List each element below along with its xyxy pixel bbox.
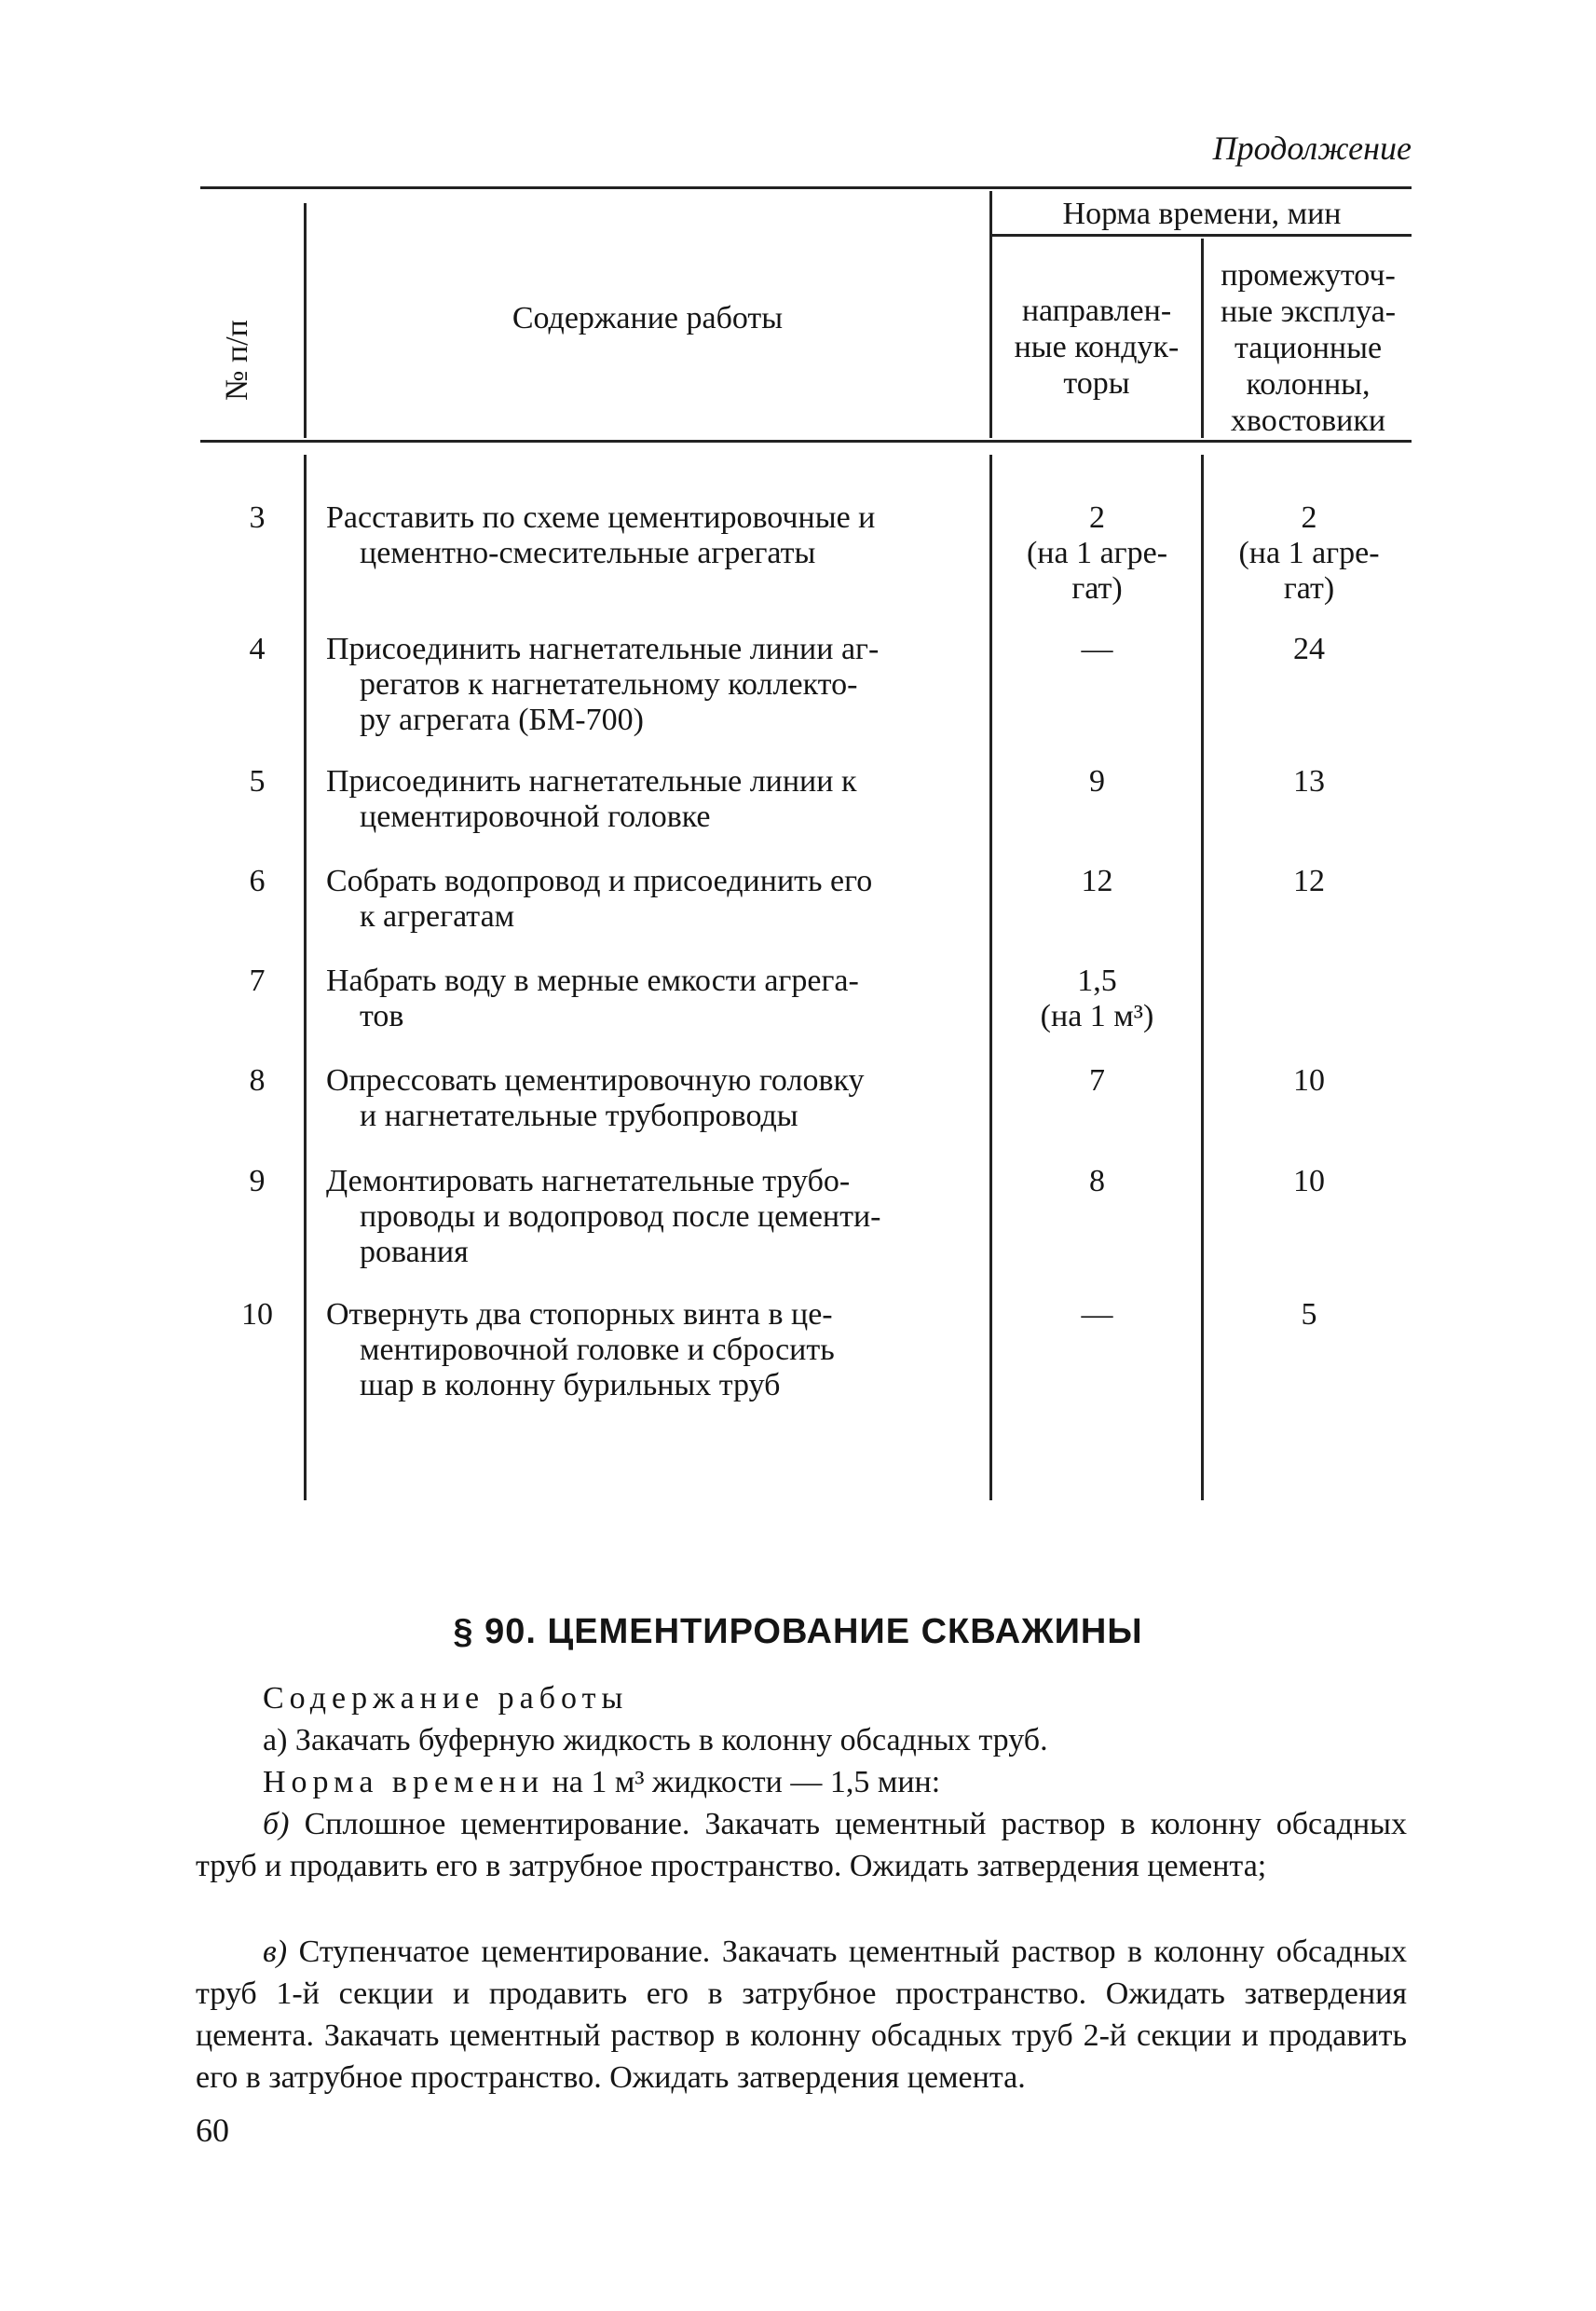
intermediate-value	[1209, 764, 1409, 800]
row-description	[326, 764, 980, 835]
desc-line: Присоединить нагнетательные линии аг-	[326, 632, 880, 666]
item-c-marker: в)	[263, 1935, 288, 1969]
row-description	[326, 1063, 980, 1134]
value-line: 5	[1301, 1297, 1317, 1332]
desc-line: ру агрегата (БМ-700)	[360, 703, 644, 737]
desc-line: Набрать воду в мерные емкости агрега-	[326, 964, 859, 998]
row-description	[326, 864, 980, 935]
directional-value	[997, 1297, 1197, 1333]
directional-value	[997, 1164, 1197, 1199]
norm-paragraph	[196, 1761, 1407, 1803]
col-divider-1	[304, 203, 307, 438]
row-number: 6	[249, 864, 266, 898]
row-number: 3	[249, 500, 266, 535]
value-line: 12	[1293, 864, 1325, 898]
table-top-rule	[200, 186, 1412, 189]
directional-value	[997, 964, 1197, 1034]
desc-line: Собрать водопровод и присоединить его	[326, 864, 873, 898]
desc-line: Расставить по схеме цементировочные и	[326, 500, 876, 535]
value-line: 2	[1301, 500, 1317, 535]
value-line: (на 1 м³)	[1040, 999, 1154, 1033]
value-line: гат)	[1071, 571, 1123, 606]
value-line: 10	[1293, 1164, 1325, 1198]
norm-group-header: Норма времени, мин	[1062, 197, 1342, 231]
norm-label: Норма времени	[263, 1765, 545, 1799]
desc-line: проводы и водопровод после цементи-	[360, 1199, 881, 1234]
row-number: 10	[241, 1297, 273, 1332]
desc-line: Опрессовать цементировочную головку	[326, 1063, 865, 1098]
header-line: хвостовики	[1230, 403, 1386, 438]
norm-group-rule	[989, 234, 1412, 237]
desc-line: Демонтировать нагнетательные трубо-	[326, 1164, 851, 1198]
value-line: 2	[1089, 500, 1105, 535]
item-b	[196, 1803, 1407, 1887]
value-line: гат)	[1283, 571, 1335, 606]
row-description	[326, 1297, 980, 1403]
item-a: а) Закачать буферную жидкость в колонну обсадных труб.	[263, 1723, 1048, 1757]
number-column-header: № п/п	[220, 320, 254, 401]
intermediate-value	[1209, 1297, 1409, 1333]
row-description	[326, 1164, 980, 1270]
row-number: 8	[249, 1063, 266, 1098]
value-line: 10	[1293, 1063, 1325, 1098]
directional-column-header	[993, 293, 1200, 402]
table-header-rule	[200, 440, 1412, 443]
header-line: колонны,	[1246, 367, 1371, 402]
col-divider-3-body	[1201, 455, 1204, 1500]
item-c	[196, 1931, 1407, 2099]
directional-value	[997, 864, 1197, 899]
row-number: 7	[249, 964, 266, 998]
value-line: (на 1 агре-	[1026, 536, 1168, 570]
value-line: 9	[1089, 764, 1105, 799]
description-column-header: Содержание работы	[512, 301, 784, 335]
desc-line: цементировочной головке	[360, 800, 711, 834]
row-description	[326, 500, 980, 571]
intermediate-value	[1209, 864, 1409, 899]
value-line: (на 1 агре-	[1238, 536, 1380, 570]
desc-line: и нагнетательные трубопроводы	[360, 1099, 798, 1133]
directional-value	[997, 632, 1197, 667]
intermediate-value	[1209, 1063, 1409, 1099]
row-number: 4	[249, 632, 266, 666]
item-b-text: Сплошное цементирование. Закачать цементный раствор в колонну обсадных труб и продавить его в затрубное пространство. Ожидать затвердения цемента;	[196, 1807, 1407, 1883]
value-line: —	[1081, 632, 1113, 666]
desc-line: рования	[360, 1235, 469, 1269]
value-line: 7	[1089, 1063, 1105, 1098]
intermediate-column-header	[1204, 257, 1412, 439]
col-divider-2-body	[989, 455, 992, 1500]
header-line: ные кондук-	[1014, 330, 1180, 364]
desc-line: тов	[360, 999, 404, 1033]
value-line: 13	[1293, 764, 1325, 799]
intermediate-value	[1209, 632, 1409, 667]
desc-line: к агрегатам	[360, 899, 515, 934]
directional-value	[997, 500, 1197, 607]
desc-line: Отвернуть два стопорных винта в це-	[326, 1297, 833, 1332]
header-line: направлен-	[1021, 294, 1172, 328]
header-line: тационные	[1234, 331, 1383, 365]
desc-line: ментировочной головке и сбросить	[360, 1333, 835, 1367]
continuation-label: Продолжение	[1212, 130, 1412, 167]
content-label: Содержание работы	[263, 1681, 629, 1716]
desc-line: шар в колонну бурильных труб	[360, 1368, 781, 1402]
value-line: 12	[1081, 864, 1113, 898]
row-number: 9	[249, 1164, 266, 1198]
page-number: 60	[196, 2112, 229, 2149]
value-line: —	[1081, 1297, 1113, 1332]
section-title: § 90. ЦЕМЕНТИРОВАНИЕ СКВАЖИНЫ	[453, 1612, 1143, 1651]
norm-value: на 1 м³ жидкости — 1,5 мин:	[544, 1765, 941, 1799]
directional-value	[997, 1063, 1197, 1099]
content-label-paragraph	[196, 1677, 1407, 1719]
item-c-text: Ступенчатое цементирование. Закачать цементный раствор в колонну обсадных труб 1-й секции и продавить его в затрубное пространство. Ожидать затвердения цемента. Закачать цементный раствор в колонну обсадных труб 2-й секции и продавить его в затрубное пространство. Ожидать затвердения цемента.	[196, 1935, 1407, 2095]
desc-line: регатов к нагнетательному коллекто-	[360, 667, 858, 702]
value-line: 8	[1089, 1164, 1105, 1198]
row-number: 5	[249, 764, 266, 799]
col-divider-1-body	[304, 455, 307, 1500]
row-description	[326, 632, 980, 738]
row-description	[326, 964, 980, 1034]
intermediate-value	[1209, 1164, 1409, 1199]
value-line: 1,5	[1077, 964, 1117, 998]
header-line: ные эксплуа-	[1220, 294, 1397, 329]
header-line: торы	[1063, 366, 1130, 401]
intermediate-value	[1209, 500, 1409, 607]
directional-value	[997, 764, 1197, 800]
desc-line: цементно-смесительные агрегаты	[360, 536, 816, 570]
header-line: промежуточ-	[1221, 258, 1396, 293]
item-b-marker: б)	[263, 1807, 290, 1841]
desc-line: Присоединить нагнетательные линии к	[326, 764, 857, 799]
value-line: 24	[1293, 632, 1325, 666]
